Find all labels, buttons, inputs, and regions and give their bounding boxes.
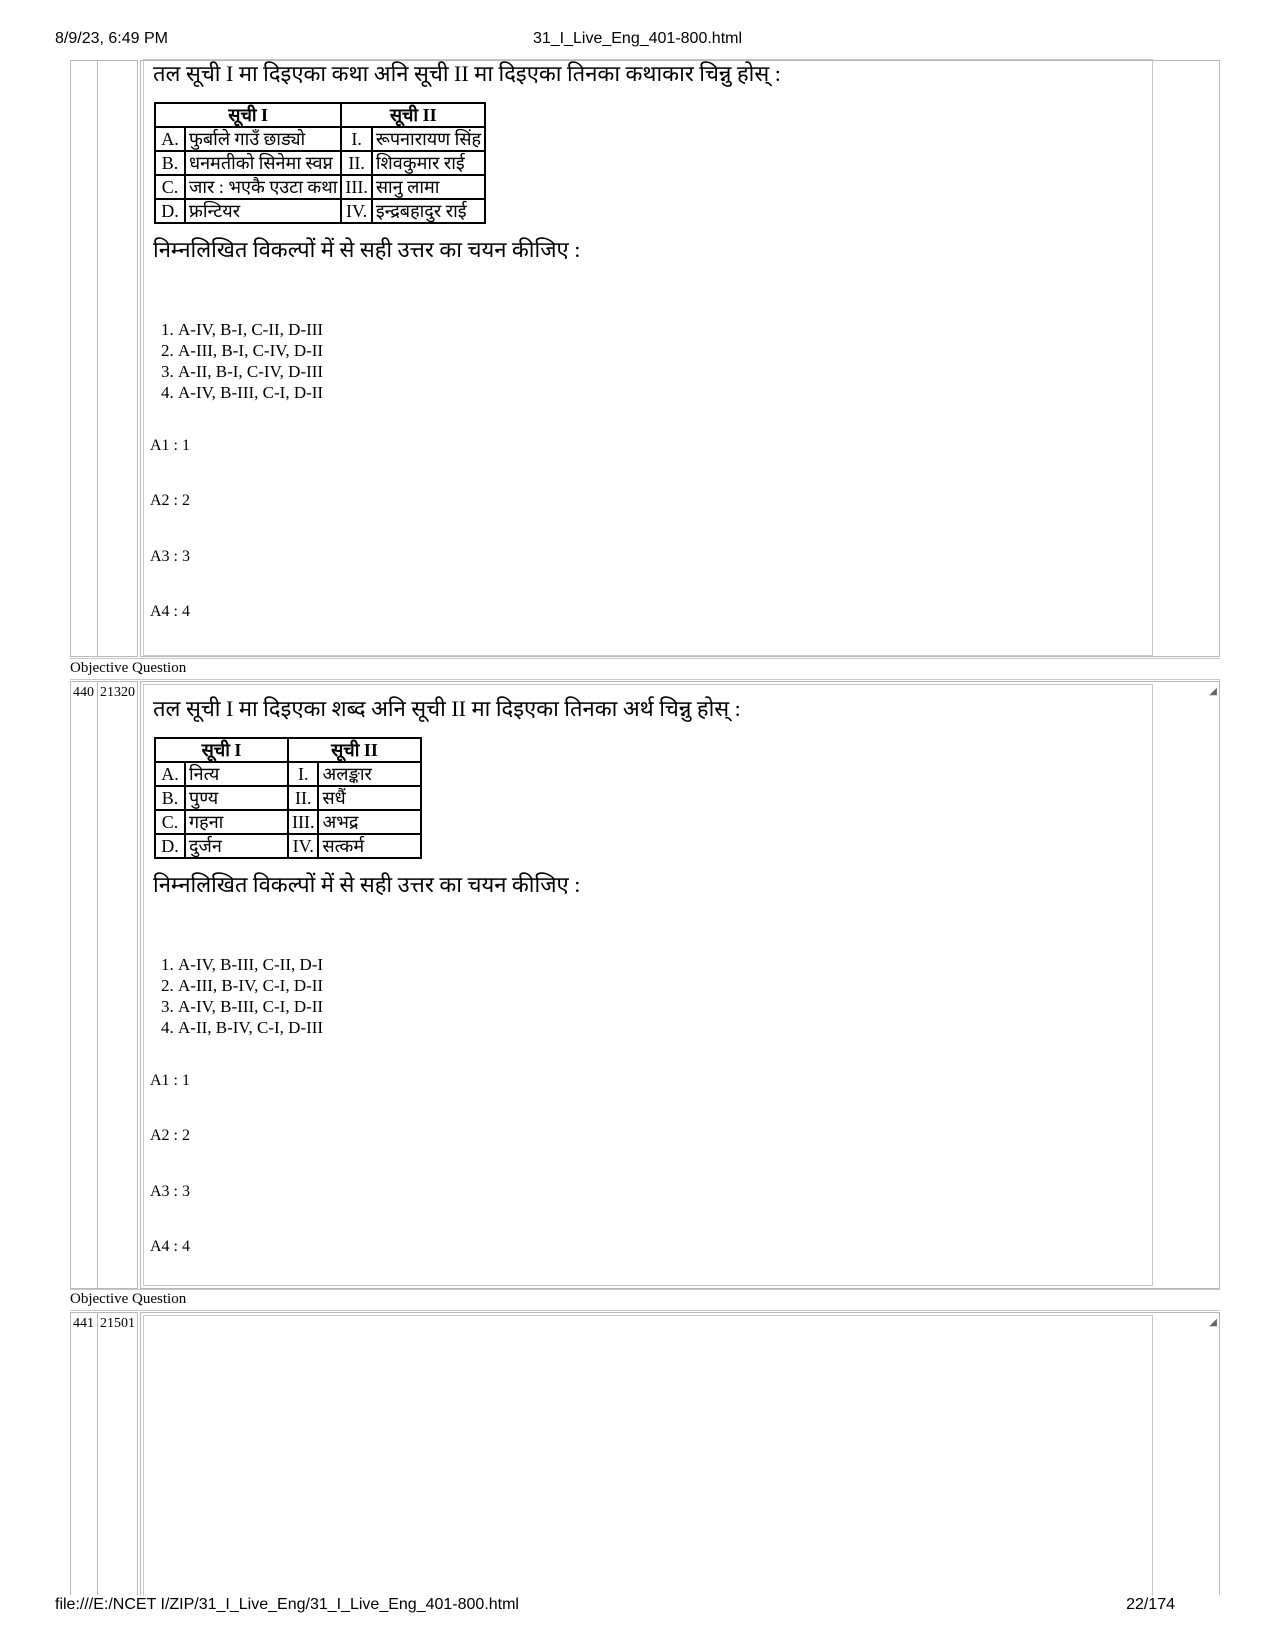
instruction-text: निम्नलिखित विकल्पों में से सही उत्तर का चयन कीजिए : — [153, 872, 581, 897]
question-table — [70, 60, 1220, 1595]
option-item: 3. A-IV, B-III, C-I, D-II — [178, 996, 323, 1017]
answer-option: A1 : 1 — [150, 1072, 190, 1089]
row-separator — [70, 679, 1220, 680]
row-label: Objective Question — [70, 660, 187, 676]
id-cell — [97, 60, 138, 657]
table-row: A. फुर्बाले गाउँ छाड्यो I. रूपनारायण सिंह — [155, 127, 485, 151]
number-cell — [70, 681, 98, 1289]
print-file-path: file:///E:/NCET I/ZIP/31_I_Live_Eng/31_I_Live_Eng_401-800.html — [55, 1596, 519, 1613]
table-header-list-1: सूची I — [155, 103, 341, 127]
scroll-marker: ◢ — [1209, 686, 1217, 697]
row-separator — [70, 1310, 1220, 1311]
question-text: तल सूची I मा दिइएका कथा अनि सूची II मा दिइएका तिनका कथाकार चिन्नु होस् : — [153, 61, 781, 86]
options-list — [138, 319, 323, 403]
id-cell — [97, 1312, 138, 1595]
table-row: D. दुर्जन IV. सत्कर्म — [155, 834, 421, 858]
row-separator — [70, 1289, 1220, 1290]
print-page-number: 22/174 — [1126, 1596, 1175, 1613]
match-table — [154, 102, 486, 224]
option-item: 4. A-IV, B-III, C-I, D-II — [178, 382, 323, 403]
option-item: 4. A-II, B-IV, C-I, D-III — [178, 1017, 323, 1038]
question-content — [143, 1315, 1153, 1596]
match-table — [154, 737, 422, 859]
id-cell — [97, 681, 138, 1289]
scroll-marker: ◢ — [1209, 1317, 1217, 1328]
question-number: 440 — [73, 685, 94, 700]
print-footer — [0, 1596, 1275, 1616]
number-cell — [70, 60, 98, 657]
option-item: 1. A-IV, B-III, C-II, D-I — [178, 954, 323, 975]
answer-option: A2 : 2 — [150, 1127, 190, 1144]
option-item: 2. A-III, B-IV, C-I, D-II — [178, 975, 323, 996]
print-header — [0, 30, 1275, 50]
question-number: 441 — [73, 1316, 94, 1331]
row-label: Objective Question — [70, 1291, 187, 1307]
answer-option: A4 : 4 — [150, 603, 190, 620]
question-body-cell — [140, 1312, 1220, 1595]
question-content — [143, 59, 1153, 656]
options-list — [138, 954, 323, 1038]
row-separator — [70, 658, 1220, 659]
answer-option: A2 : 2 — [150, 492, 190, 509]
print-title: 31_I_Live_Eng_401-800.html — [532, 30, 743, 47]
question-content — [143, 684, 1153, 1286]
option-item: 1. A-IV, B-I, C-II, D-III — [178, 319, 323, 340]
option-item: 2. A-III, B-I, C-IV, D-II — [178, 340, 323, 361]
table-row: A. नित्य I. अलङ्कार — [155, 762, 421, 786]
answer-option: A4 : 4 — [150, 1238, 190, 1255]
question-id: 21320 — [100, 685, 135, 700]
number-cell — [70, 1312, 98, 1595]
table-row: C. गहना III. अभद्र — [155, 810, 421, 834]
table-header-list-2: सूची II — [288, 738, 421, 762]
question-id: 21501 — [100, 1316, 135, 1331]
table-row: D. फ्रन्टियर IV. इन्द्रबहादुर राई — [155, 199, 485, 223]
question-text: तल सूची I मा दिइएका शब्द अनि सूची II मा दिइएका तिनका अर्थ चिन्नु होस् : — [153, 696, 741, 721]
question-body-cell — [140, 60, 1220, 657]
table-row: C. जार : भएकै एउटा कथा III. सानु लामा — [155, 175, 485, 199]
question-body-cell — [140, 681, 1220, 1289]
print-datetime: 8/9/23, 6:49 PM — [55, 30, 168, 47]
answer-option: A3 : 3 — [150, 548, 190, 565]
table-header-list-1: सूची I — [155, 738, 288, 762]
option-item: 3. A-II, B-I, C-IV, D-III — [178, 361, 323, 382]
instruction-text: निम्नलिखित विकल्पों में से सही उत्तर का चयन कीजिए : — [153, 237, 581, 262]
table-header-list-2: सूची II — [341, 103, 485, 127]
table-row: B. धनमतीको सिनेमा स्वप्न II. शिवकुमार राई — [155, 151, 485, 175]
answer-option: A3 : 3 — [150, 1183, 190, 1200]
table-row: B. पुण्य II. सधैं — [155, 786, 421, 810]
answer-option: A1 : 1 — [150, 437, 190, 454]
